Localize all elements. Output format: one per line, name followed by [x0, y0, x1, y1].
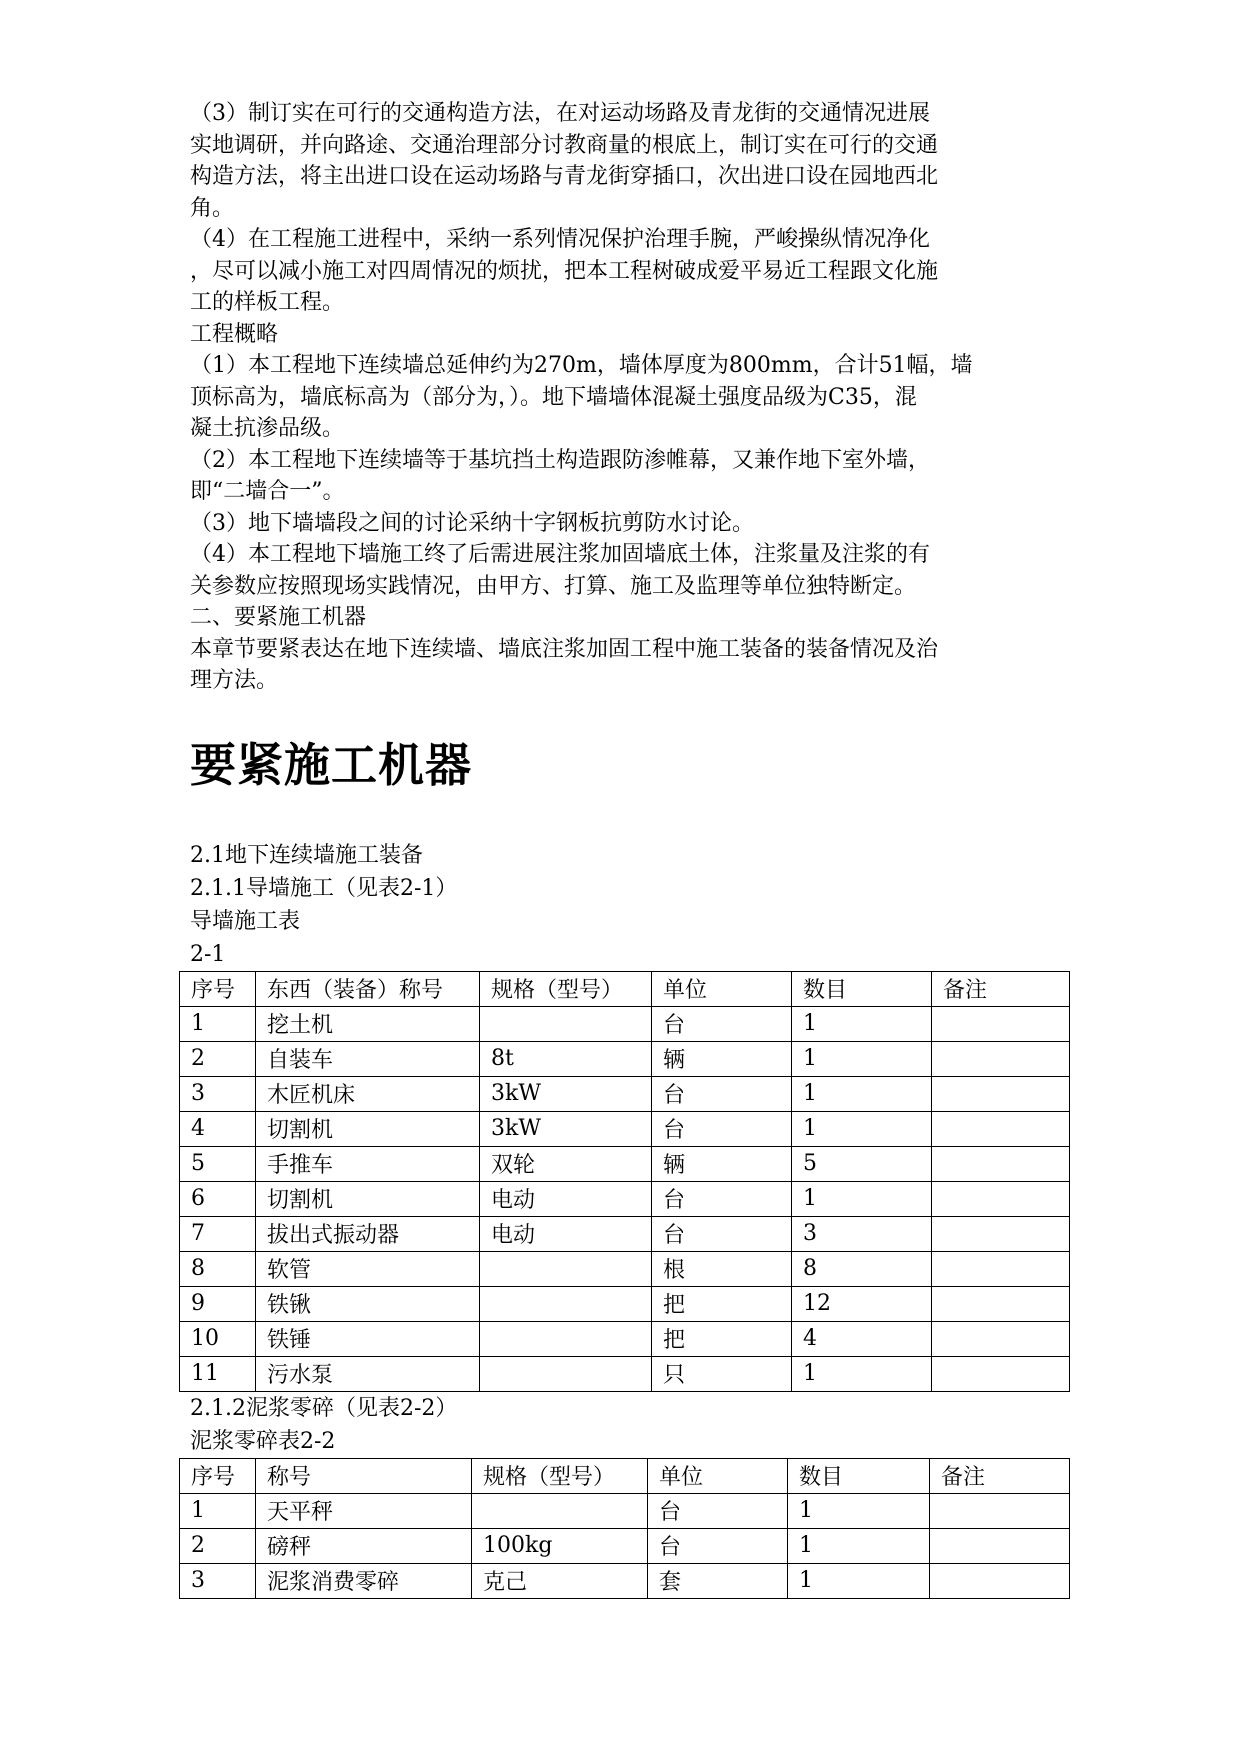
overview-title: 工程概略	[190, 321, 279, 347]
chapter-intro	[190, 634, 1070, 697]
overview-paragraph-4	[190, 539, 1070, 602]
table-header-cell: 东西（装备）称号	[256, 971, 480, 1006]
table-row	[180, 1528, 1070, 1563]
table-cell: 切割机	[256, 1111, 480, 1146]
table-cell	[932, 1006, 1070, 1041]
table-cell	[932, 1216, 1070, 1251]
text-line: （2）本工程地下连续墙等于基坑挡土构造跟防渗帷幕，又兼作地下室外墙，	[190, 447, 930, 473]
table-cell: 1	[792, 1076, 932, 1111]
text-line: （3）制订实在可行的交通构造方法，在对运动场路及青龙街的交通情况进展	[190, 101, 930, 126]
table-cell	[930, 1528, 1070, 1563]
text-line: 实地调研，并向路途、交通治理部分讨教商量的根底上，制订实在可行的交通	[190, 132, 939, 158]
text-line: （4）在工程施工进程中，采纳一系列情况保护治理手腕，严峻操纵情况净化	[190, 227, 930, 252]
table-cell: 克己	[472, 1563, 648, 1598]
table-cell	[930, 1563, 1070, 1598]
table-cell: 台	[652, 1216, 792, 1251]
table-cell: 只	[652, 1356, 792, 1391]
table-cell: 台	[648, 1493, 788, 1528]
table-cell: 1	[180, 1493, 256, 1528]
table-cell: 磅秤	[256, 1528, 472, 1563]
table-cell	[932, 1111, 1070, 1146]
table-header-cell: 序号	[180, 1458, 256, 1493]
text-line: 角。	[190, 195, 235, 221]
table-cell: 自装车	[256, 1041, 480, 1076]
table-cell: 5	[180, 1146, 256, 1181]
table-header-cell: 规格（型号）	[472, 1458, 648, 1493]
table-cell: 台	[652, 1076, 792, 1111]
text-line: 理方法。	[190, 668, 279, 693]
table-cell: 2	[180, 1528, 256, 1563]
table-2-1-number: 2-1	[190, 941, 226, 967]
table-cell	[932, 1286, 1070, 1321]
table-cell: 把	[652, 1321, 792, 1356]
table-cell	[480, 1286, 652, 1321]
table-cell	[480, 1006, 652, 1041]
table-cell: 辆	[652, 1146, 792, 1181]
table-cell: 5	[792, 1146, 932, 1181]
table-cell: 1	[788, 1493, 930, 1528]
guide-wall-equipment-table	[179, 971, 1070, 1392]
table-header-row	[180, 971, 1070, 1006]
document-page	[190, 98, 1070, 1599]
table-row	[180, 1146, 1070, 1181]
text-line: （3）地下墙墙段之间的讨论采纳十字钢板抗剪防水讨论。	[190, 510, 754, 536]
chapter-heading: 要紧施工机器	[190, 737, 472, 792]
chapter-title: 二、要紧施工机器	[190, 605, 367, 630]
table-cell: 套	[648, 1563, 788, 1598]
table-cell: 1	[792, 1006, 932, 1041]
table-cell: 3	[180, 1076, 256, 1111]
text-line: 工的样板工程。	[190, 290, 345, 315]
table-cell: 8	[792, 1251, 932, 1286]
table-cell: 台	[652, 1006, 792, 1041]
table-cell: 电动	[480, 1216, 652, 1251]
table-cell: 把	[652, 1286, 792, 1321]
table-cell: 双轮	[480, 1146, 652, 1181]
table-row	[180, 1321, 1070, 1356]
table-cell: 12	[792, 1286, 932, 1321]
table-header-cell: 备注	[932, 971, 1070, 1006]
table-cell: 台	[652, 1181, 792, 1216]
table-cell	[932, 1251, 1070, 1286]
table-cell: 1	[788, 1563, 930, 1598]
table-header-cell: 规格（型号）	[480, 971, 652, 1006]
text-line: （1）本工程地下连续墙总延伸约为270m，墙体厚度为800mm，合计51幅，墙	[190, 353, 973, 378]
table-header-cell: 数目	[788, 1458, 930, 1493]
text-line: （4）本工程地下墙施工终了后需进展注浆加固墙底土体，注浆量及注浆的有	[190, 542, 930, 567]
table-cell: 软管	[256, 1251, 480, 1286]
table-header-row	[180, 1458, 1070, 1493]
table-cell: 3kW	[480, 1111, 652, 1146]
table-row	[180, 1111, 1070, 1146]
table-cell: 1	[792, 1041, 932, 1076]
table-cell: 拔出式振动器	[256, 1216, 480, 1251]
intro-paragraph-3	[190, 98, 1070, 224]
table-cell: 4	[792, 1321, 932, 1356]
table-header-cell: 单位	[648, 1458, 788, 1493]
table-cell: 9	[180, 1286, 256, 1321]
table-cell: 7	[180, 1216, 256, 1251]
table-cell: 辆	[652, 1041, 792, 1076]
table-cell: 10	[180, 1321, 256, 1356]
table-2-2-caption: 泥浆零碎表2-2	[190, 1428, 336, 1454]
table-row	[180, 1181, 1070, 1216]
table-cell: 泥浆消费零碎	[256, 1563, 472, 1598]
table-cell: 台	[648, 1528, 788, 1563]
text-line: 顶标高为，墙底标高为（部分为，）。地下墙墙体混凝土强度品级为C35，混	[190, 384, 917, 410]
table-cell	[480, 1321, 652, 1356]
mud-system-equipment-table	[179, 1458, 1070, 1599]
table-cell: 污水泵	[256, 1356, 480, 1391]
table-cell: 4	[180, 1111, 256, 1146]
table-header-cell: 单位	[652, 971, 792, 1006]
table-row	[180, 1216, 1070, 1251]
text-line: 凝土抗渗品级。	[190, 416, 345, 441]
table-cell: 11	[180, 1356, 256, 1391]
table-cell	[932, 1181, 1070, 1216]
text-line: 构造方法，将主出进口设在运动场路与青龙街穿插口，次出进口设在园地西北	[190, 164, 939, 189]
table-cell	[930, 1493, 1070, 1528]
table-cell: 3	[792, 1216, 932, 1251]
table-cell: 1	[788, 1528, 930, 1563]
table-cell: 2	[180, 1041, 256, 1076]
table-row	[180, 1006, 1070, 1041]
table-cell: 3kW	[480, 1076, 652, 1111]
table-cell	[932, 1076, 1070, 1111]
table-header-cell: 称号	[256, 1458, 472, 1493]
table-cell: 根	[652, 1251, 792, 1286]
overview-paragraph-3	[190, 508, 1070, 540]
table-cell	[472, 1493, 648, 1528]
table-cell	[480, 1356, 652, 1391]
table-row	[180, 1563, 1070, 1598]
section-2-1-2-title: 2.1.2泥浆零碎（见表2-2）	[190, 1395, 458, 1421]
table-cell	[932, 1146, 1070, 1181]
table-cell: 挖土机	[256, 1006, 480, 1041]
table-cell: 1	[792, 1111, 932, 1146]
table-cell: 铁锹	[256, 1286, 480, 1321]
table-cell	[932, 1321, 1070, 1356]
text-line: ，尽可以减小施工对四周情况的烦扰，把本工程树破成爱平易近工程跟文化施	[190, 258, 939, 284]
section-2-1-1-title: 2.1.1导墙施工（见表2-1）	[190, 875, 458, 901]
table-row	[180, 1041, 1070, 1076]
table-cell	[480, 1251, 652, 1286]
table-row	[180, 1286, 1070, 1321]
table-row	[180, 1251, 1070, 1286]
table-cell: 切割机	[256, 1181, 480, 1216]
overview-paragraph-2	[190, 445, 1070, 508]
table-cell: 1	[792, 1356, 932, 1391]
table-header-cell: 数目	[792, 971, 932, 1006]
text-line: 即“二墙合一”。	[190, 479, 345, 504]
overview-paragraph-1	[190, 350, 1070, 445]
table-cell: 电动	[480, 1181, 652, 1216]
table-cell: 天平秤	[256, 1493, 472, 1528]
table-cell: 1	[180, 1006, 256, 1041]
table-cell	[932, 1356, 1070, 1391]
table-header-cell: 序号	[180, 971, 256, 1006]
table-header-cell: 备注	[930, 1458, 1070, 1493]
table-cell: 100kg	[472, 1528, 648, 1563]
intro-paragraph-4	[190, 224, 1070, 319]
table-cell	[932, 1041, 1070, 1076]
text-line: 本章节要紧表达在地下连续墙、墙底注浆加固工程中施工装备的装备情况及治	[190, 636, 939, 662]
table-cell: 台	[652, 1111, 792, 1146]
text-line: 关参数应按照现场实践情况，由甲方、打算、施工及监理等单位独特断定。	[190, 573, 917, 599]
table-row	[180, 1076, 1070, 1111]
table-cell: 铁锤	[256, 1321, 480, 1356]
table-cell: 3	[180, 1563, 256, 1598]
table-cell: 8t	[480, 1041, 652, 1076]
table-cell: 8	[180, 1251, 256, 1286]
table-cell: 6	[180, 1181, 256, 1216]
table-row	[180, 1356, 1070, 1391]
section-2-1-title: 2.1地下连续墙施工装备	[190, 842, 423, 868]
table-2-1-caption: 导墙施工表	[190, 908, 301, 934]
table-cell: 1	[792, 1181, 932, 1216]
table-row	[180, 1493, 1070, 1528]
table-cell: 手推车	[256, 1146, 480, 1181]
table-cell: 木匠机床	[256, 1076, 480, 1111]
